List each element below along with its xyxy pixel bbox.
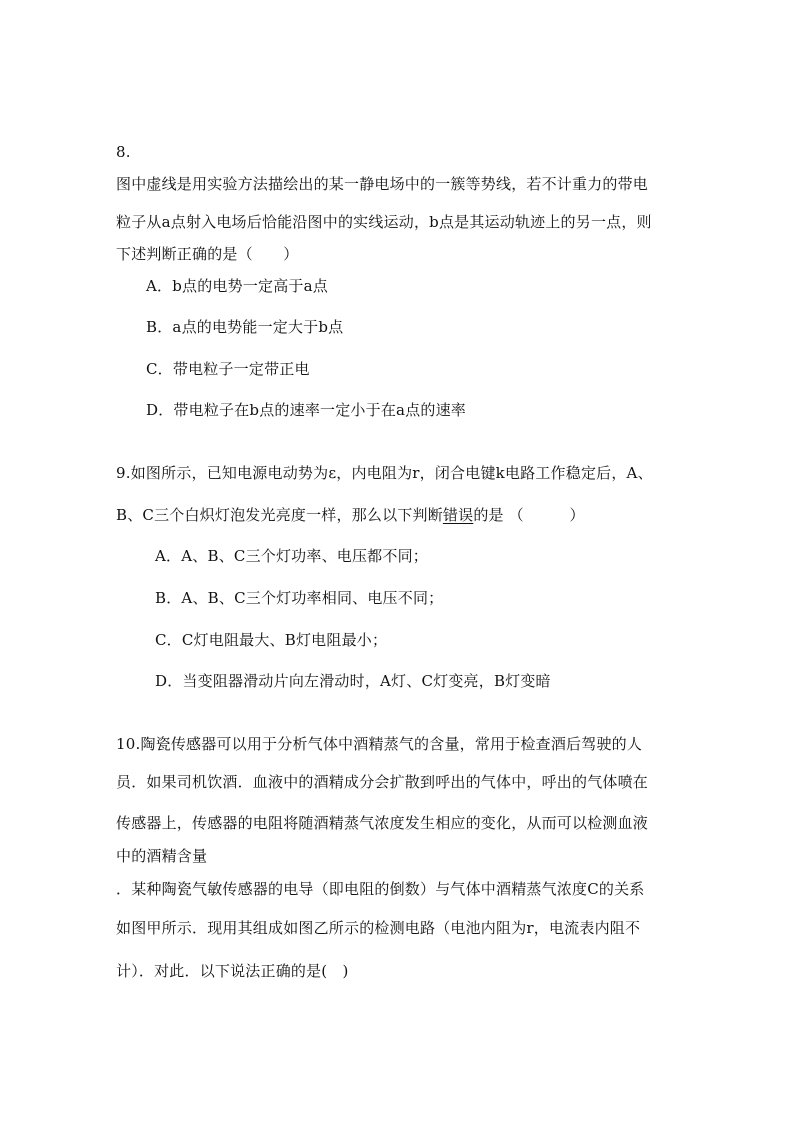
question-8-option-b: B．a点的电势能一定大于b点 (146, 318, 344, 336)
question-8-stem-line-1: 图中虚线是用实验方法描绘出的某一静电场中的一簇等势线，若不计重力的带电 (116, 175, 649, 193)
question-9-option-a: A．A、B、C三个灯功率、电压都不同； (155, 547, 428, 565)
question-10-stem-line-4: 中的酒精含量 (116, 847, 208, 865)
question-8-option-a: A．b点的电势一定高于a点 (146, 277, 328, 295)
question-9-stem-text: B、C三个白炽灯泡发光亮度一样，那么以下判断 (116, 506, 443, 524)
question-8-option-d: D．带电粒子在b点的速率一定小于在a点的速率 (146, 401, 466, 419)
question-9-option-c: C．C灯电阻最大、B灯电阻最小； (155, 631, 388, 649)
question-8-stem-line-3: 下述判断正确的是（ ） (116, 245, 299, 263)
question-9-stem-line-2 (116, 505, 585, 525)
question-10-stem-line-5: ．某种陶瓷气敏传感器的电导（即电阻的倒数）与气体中酒精蒸气浓度C的关系 (116, 880, 645, 898)
question-9-option-d: D．当变阻器滑动片向左滑动时，A灯、C灯变亮，B灯变暗 (155, 672, 551, 690)
question-9-underlined-word: 错误 (442, 506, 474, 524)
question-9-stem-line-1: 9.如图所示，已知电源电动势为ε，内电阻为r，闭合电键k电路工作稳定后，A、 (116, 464, 653, 482)
question-10-stem-line-1: 10.陶瓷传感器可以用于分析气体中酒精蒸气的含量，常用于检查酒后驾驶的人 (116, 735, 643, 753)
question-10-stem-line-2: 员．如果司机饮酒．血液中的酒精成分会扩散到呼出的气体中，呼出的气体喷在 (116, 773, 649, 791)
question-8-number: 8. (116, 143, 131, 161)
question-10-stem-line-7: 计）．对此．以下说法正确的是( ) (116, 962, 349, 980)
question-10-stem-line-3: 传感器上，传感器的电阻将随酒精蒸气浓度发生相应的变化，从而可以检测血液 (116, 814, 649, 832)
question-10-stem-line-6: 如图甲所示．现用其组成如图乙所示的检测电路（电池内阻为r，电流表内阻不 (116, 919, 641, 937)
question-8-stem-line-2: 粒子从a点射入电场后恰能沿图中的实线运动，b点是其运动轨迹上的另一点，则 (116, 213, 652, 231)
question-9-stem-tail: 的是 （ ） (473, 506, 585, 524)
question-8-option-c: C．带电粒子一定带正电 (146, 360, 310, 378)
question-9-option-b: B．A、B、C三个灯功率相同、电压不同； (155, 589, 444, 607)
